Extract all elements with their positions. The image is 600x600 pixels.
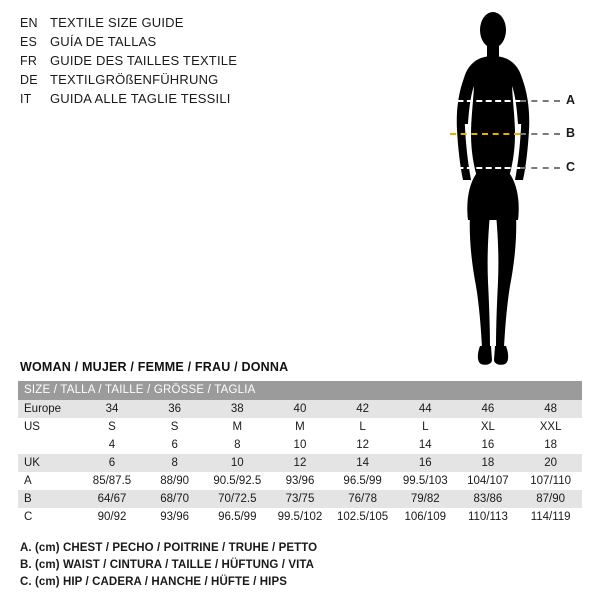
table-cell: 18 xyxy=(519,436,582,454)
table-cell: 12 xyxy=(269,454,332,472)
table-cell: 48 xyxy=(519,400,582,418)
table-cell: 83/86 xyxy=(457,490,520,508)
table-cell: 96.5/99 xyxy=(331,472,394,490)
table-cell: 8 xyxy=(143,454,206,472)
table-cell: 40 xyxy=(269,400,332,418)
woman-silhouette-icon xyxy=(438,8,548,373)
table-cell: 73/75 xyxy=(269,490,332,508)
table-cell: 46 xyxy=(457,400,520,418)
table-header-cell: SIZE / TALLA / TAILLE / GRÖSSE / TAGLIA xyxy=(18,381,582,400)
legend-row-b: B. (cm) WAIST / CINTURA / TAILLE / HÜFTUNG / VITA xyxy=(20,559,315,571)
table-row xyxy=(18,508,582,526)
language-title: GUIDE DES TAILLES TEXTILE xyxy=(50,53,238,68)
table-cell: 107/110 xyxy=(519,472,582,490)
table-cell: 14 xyxy=(331,454,394,472)
language-title: GUÍA DE TALLAS xyxy=(50,34,157,49)
table-cell: 93/96 xyxy=(143,508,206,526)
table-cell: 34 xyxy=(81,400,144,418)
table-cell: 12 xyxy=(331,436,394,454)
table-cell: S xyxy=(143,418,206,436)
table-cell: 42 xyxy=(331,400,394,418)
table-cell: 8 xyxy=(206,436,269,454)
lead-line-a xyxy=(520,100,560,102)
language-code: IT xyxy=(20,92,32,106)
table-cell: 87/90 xyxy=(519,490,582,508)
language-code: FR xyxy=(20,54,38,68)
row-label xyxy=(18,436,81,454)
table-cell: 64/67 xyxy=(81,490,144,508)
table-cell: 38 xyxy=(206,400,269,418)
table-header-row xyxy=(18,381,582,400)
legend-row-c: C. (cm) HIP / CADERA / HANCHE / HÜFTE / HIPS xyxy=(20,576,288,588)
table-row xyxy=(18,418,582,436)
measure-label-a: A xyxy=(566,93,576,107)
row-label: UK xyxy=(18,454,81,472)
row-label: US xyxy=(18,418,81,436)
table-cell: 44 xyxy=(394,400,457,418)
table-row xyxy=(18,472,582,490)
table-cell: 99.5/102 xyxy=(269,508,332,526)
table-cell: M xyxy=(206,418,269,436)
language-code: DE xyxy=(20,73,38,87)
lead-line-b xyxy=(520,133,560,135)
table-cell: M xyxy=(269,418,332,436)
language-title: TEXTILE SIZE GUIDE xyxy=(50,15,184,30)
table-cell: 36 xyxy=(143,400,206,418)
table-cell: 96.5/99 xyxy=(206,508,269,526)
table-cell: 68/70 xyxy=(143,490,206,508)
row-label: A xyxy=(18,472,81,490)
table-cell: 88/90 xyxy=(143,472,206,490)
language-code: EN xyxy=(20,16,38,30)
language-title-list xyxy=(20,15,340,110)
table-cell: S xyxy=(81,418,144,436)
language-title: GUIDA ALLE TAGLIE TESSILI xyxy=(50,91,231,106)
table-cell: 10 xyxy=(206,454,269,472)
language-row xyxy=(20,15,340,34)
table-row xyxy=(18,436,582,454)
measure-label-c: C xyxy=(566,160,576,174)
table-cell: XXL xyxy=(519,418,582,436)
table-cell: 20 xyxy=(519,454,582,472)
table-cell: 79/82 xyxy=(394,490,457,508)
table-cell: 10 xyxy=(269,436,332,454)
measure-line-c xyxy=(448,167,520,169)
table-cell: 90.5/92.5 xyxy=(206,472,269,490)
table-cell: 4 xyxy=(81,436,144,454)
language-row xyxy=(20,53,340,72)
table-cell: L xyxy=(394,418,457,436)
table-row xyxy=(18,454,582,472)
size-table-wrapper xyxy=(18,381,582,526)
table-cell: 99.5/103 xyxy=(394,472,457,490)
section-title: WOMAN / MUJER / FEMME / FRAU / DONNA xyxy=(20,360,289,374)
row-label: Europe xyxy=(18,400,81,418)
table-cell: 18 xyxy=(457,454,520,472)
legend-row-a: A. (cm) CHEST / PECHO / POITRINE / TRUHE / PETTO xyxy=(20,542,318,554)
table-row xyxy=(18,400,582,418)
lead-line-c xyxy=(520,167,560,169)
size-table xyxy=(18,381,582,526)
language-row xyxy=(20,91,340,110)
measure-line-a xyxy=(448,100,520,102)
table-cell: 16 xyxy=(457,436,520,454)
measurement-legend xyxy=(20,540,580,591)
table-cell: 93/96 xyxy=(269,472,332,490)
row-label: C xyxy=(18,508,81,526)
table-cell: 70/72.5 xyxy=(206,490,269,508)
table-cell: XL xyxy=(457,418,520,436)
table-row xyxy=(18,490,582,508)
table-cell: 14 xyxy=(394,436,457,454)
language-title: TEXTILGRÖßENFÜHRUNG xyxy=(50,72,219,87)
table-cell: 6 xyxy=(81,454,144,472)
table-cell: 6 xyxy=(143,436,206,454)
table-cell: 102.5/105 xyxy=(331,508,394,526)
table-cell: 85/87.5 xyxy=(81,472,144,490)
measure-line-b xyxy=(450,133,520,135)
table-cell: 104/107 xyxy=(457,472,520,490)
table-cell: 76/78 xyxy=(331,490,394,508)
table-cell: 110/113 xyxy=(457,508,520,526)
table-cell: L xyxy=(331,418,394,436)
table-cell: 90/92 xyxy=(81,508,144,526)
row-label: B xyxy=(18,490,81,508)
table-cell: 16 xyxy=(394,454,457,472)
measure-label-b: B xyxy=(566,126,576,140)
language-code: ES xyxy=(20,35,38,49)
language-row xyxy=(20,34,340,53)
table-cell: 114/119 xyxy=(519,508,582,526)
table-cell: 106/109 xyxy=(394,508,457,526)
body-figure-diagram xyxy=(400,8,590,373)
language-row xyxy=(20,72,340,91)
